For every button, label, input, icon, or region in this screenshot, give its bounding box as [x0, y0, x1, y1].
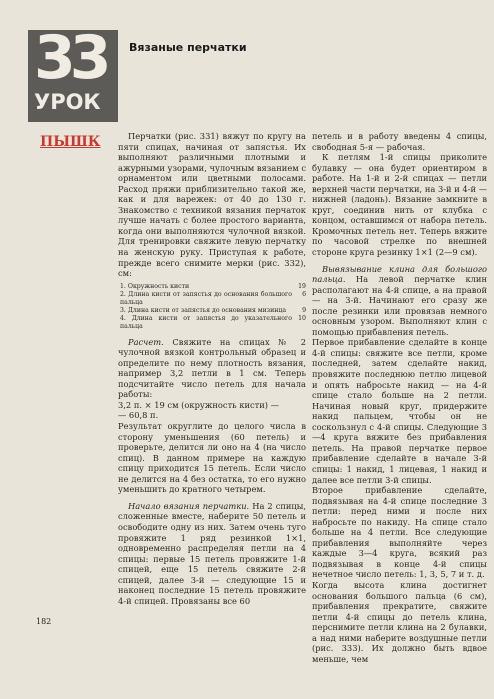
measurement-item: 2. Длина кисти от запястья до основания большого пальца 6	[120, 290, 306, 306]
second-increase-paragraph: Второе прибавление сделайте, подвязывая на 4-й спице последние 3 петли: перед ними и после них набросьте по накиду. На спице стало больше на 4 петли. Все следующие прибавления выполняйте через каждые 3—4 круга, всякий раз подвязывая в конце 4-й спицы нечетное число петель: 1, 3, 5, 7 и т. д.	[312, 485, 487, 580]
measurements-list	[120, 283, 306, 331]
result-paragraph: Результат округлите до целого числа в сторону уменьшения (60 петель) и проверьте, делится ли оно на 4 (на число спиц). В данном примере на каждую спицу приходится 15 петель. Если число не делится на 4 без остатка, то его нужно уменьшить до кратного четырем.	[118, 421, 306, 495]
finish-wedge-paragraph: Когда высота клина достигнет основания большого пальца (6 см), прибавления прекратите, свяжите петли 4-й спицы до петель клина, перснимите петли клина на 2 булавки, а над ними наберите воздушные петли (рис. 333). Их должно быть вдвое меньше, чем	[312, 579, 487, 664]
lesson-word: УРОК	[34, 90, 101, 114]
wedge-label: Вывязывание клина для большого пальца.	[312, 263, 487, 285]
intro-paragraph: Перчатки (рис. 331) вяжут по кругу на пяти спицах, начиная от запястья. Их выполняют различными плотными и ажурными узорами, чулочным вязанием с орнаментом или цветными полосами. Расход пряжи приблизительно такой же, как и для варежек: от 40 до 130 г. Знакомство с техникой вязания перчаток лучше начать с более простого варианта, когда они выполняются чулочной вязкой. Для тренировки свяжите левую перчатку на женскую руку. Приступая к работе, прежде всего снимите мерки (рис. 332), см:	[118, 131, 306, 279]
start-paragraph: Начало вязания перчатки. На 2 спицы, сложенные вместе, наберите 50 петель и освободите одну из них. Затем очень туго провяжите 1 ряд резинкой 1×1, одновременно распределяя петли на 4 спицы: первые 15 петель провяжите 1-й спицей, еще 15 петель свяжите 2-й спицей, далее 3-й — следующие 15 и наконец последние 15 петель провяжите 4-й спицей. Провязаны все 60	[118, 500, 306, 606]
formula-line-1: 3,2 п. × 19 см (окружность кисти) —	[118, 399, 279, 410]
handwritten-side-note: ПЫШК	[40, 134, 101, 150]
measurement-item: 4. Длина кисти от запястья до указательного пальца 10	[120, 314, 306, 330]
formula-line-2: — 60,8 п.	[118, 410, 159, 421]
right-column	[312, 131, 487, 664]
pin-paragraph: К петлям 1-й спицы приколите булавку — она будет ориентиром в работе. На 1-й и 2-й спицах — петли верхней части перчатки, на 3-й и 4-й — нижней (ладонь). Вязание замкните в круг, соединив нить от клубка с концом, оставшимся от набора петель. Кромочных петель нет. Теперь вяжите по часовой стрелке по внешней стороне круга резинку 1×1 (2—9 см).	[312, 152, 487, 258]
left-column	[118, 131, 306, 606]
start-label: Начало вязания перчатки.	[128, 500, 250, 511]
first-increase-paragraph: Первое прибавление сделайте в конце 4-й спицы: свяжите все петли, кроме последней, затем сделайте накид, провяжите последнюю петлю лицевой и опять набросьте накид — на 4-й спице стало больше на 2 петли. Начиная новый круг, придержите накид пальцем, чтобы он не соскользнул с 4-й спицы. Следующие 3—4 круга вяжите без прибавления петель. На правой перчатке первое прибавление сделайте в начале 3-й спицы: 1 накид, 1 лицевая, 1 накид и далее все петли 3-й спицы.	[312, 337, 487, 485]
continuation-paragraph: петель и в работу введены 4 спицы, свободная 5-я — рабочая.	[312, 131, 487, 152]
page-number: 182	[36, 617, 52, 626]
measurement-item: 1. Окружность кисти 19	[120, 282, 306, 290]
calculation-paragraph: Расчет. Свяжите на спицах № 2 чулочной вязкой контрольный образец и определите по нему плотность вязания, например 3,2 петли в 1 см. Теперь подсчитайте число петель для начала работы:	[118, 336, 306, 400]
wedge-paragraph: Вывязывание клина для большого пальца. На левой перчатке клин располагают на 4-й спице, а на правой — на 3-й. Начинают его сразу же после резинки или провязав немного основным узором. Выполняют клин с помощью прибавления петель.	[312, 263, 487, 337]
lesson-number: 33	[34, 23, 106, 93]
measurement-item: 3. Длина кисти от запястья до основания мизинца 9	[120, 306, 306, 314]
calculation-label: Расчет.	[128, 336, 164, 347]
page-title: Вязаные перчатки	[129, 41, 247, 54]
